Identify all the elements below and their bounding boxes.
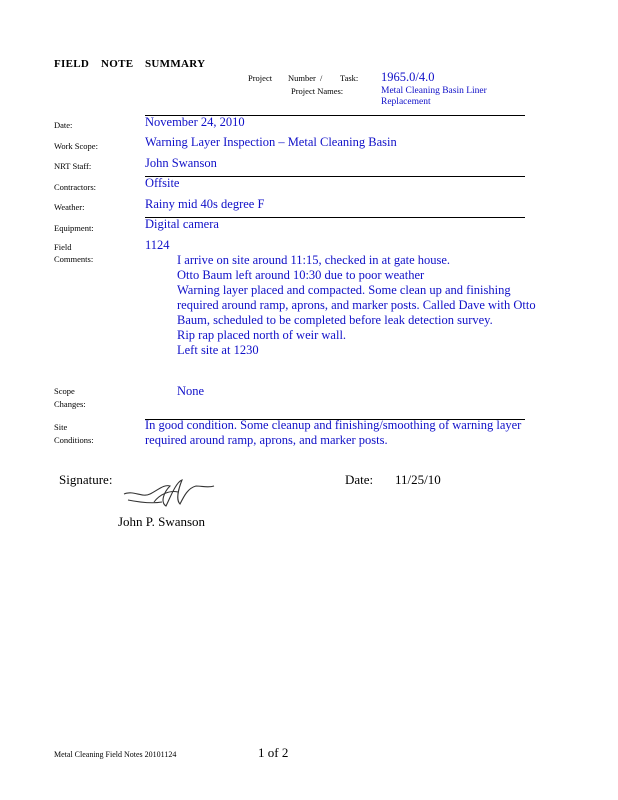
list-item: Left site at 1230: [177, 343, 259, 357]
title-note: NOTE: [101, 58, 134, 70]
page-number: 1 of 2: [258, 745, 289, 760]
project-name: Metal Cleaning Basin Liner Replacement: [381, 86, 487, 107]
slash-separator: /: [320, 73, 323, 83]
work-scope-label: Work Scope:: [54, 141, 98, 151]
equipment-value: Digital camera: [145, 217, 219, 231]
signer-name: John P. Swanson: [118, 514, 206, 529]
scope-changes-value: None: [177, 384, 205, 398]
signature-date-value: 11/25/10: [395, 472, 441, 487]
work-scope-value: Warning Layer Inspection – Metal Cleaning Basin: [145, 135, 397, 149]
list-item: Warning layer placed and compacted. Some clean up and finishing required around ramp, aprons, and marker posts. Called Dave with Otto Baum, scheduled to be completed before leak detection survey.: [177, 283, 536, 327]
footer-doc-name: Metal Cleaning Field Notes 20101124: [54, 750, 177, 759]
list-item: Rip rap placed north of weir wall.: [177, 328, 347, 342]
scope-changes-label-line1: Scope: [54, 386, 75, 396]
field-comments-label-line1: Field: [54, 242, 72, 252]
scope-changes-label-line2: Changes:: [54, 399, 86, 409]
task-label: Task:: [340, 73, 359, 83]
contractors-value: Offsite: [145, 176, 180, 190]
project-number: 1965.0/4.0: [381, 70, 435, 84]
date-value: November 24, 2010: [145, 115, 245, 129]
signature-label: Signature:: [59, 472, 113, 487]
title-field: FIELD: [54, 58, 90, 70]
site-conditions-label-line1: Site: [54, 422, 68, 432]
handwritten-signature: [120, 472, 220, 512]
field-comments-label-line2: Comments:: [54, 254, 94, 264]
number-label: Number: [288, 73, 316, 83]
title-summary: SUMMARY: [145, 58, 206, 70]
field-comments-list: [148, 253, 548, 358]
date-label: Date:: [54, 120, 73, 130]
project-names-label: Project Names:: [291, 86, 344, 96]
weather-value: Rainy mid 40s degree F: [145, 197, 265, 211]
contractors-label: Contractors:: [54, 182, 97, 192]
nrt-staff-value: John Swanson: [145, 156, 217, 170]
weather-label: Weather:: [54, 202, 85, 212]
equipment-label: Equipment:: [54, 223, 94, 233]
list-item: Otto Baum left around 10:30 due to poor weather: [177, 268, 425, 282]
site-conditions-value: In good condition. Some cleanup and finishing/smoothing of warning layer required around ramp, aprons, and marker posts.: [145, 418, 522, 447]
site-conditions-label-line2: Conditions:: [54, 435, 94, 445]
divider-line: [145, 176, 525, 177]
signature-date-label: Date:: [345, 472, 374, 487]
nrt-staff-label: NRT Staff:: [54, 161, 92, 171]
field-comments-date: 1124: [145, 238, 170, 252]
project-label: Project: [248, 73, 273, 83]
list-item: I arrive on site around 11:15, checked in at gate house.: [177, 253, 451, 267]
